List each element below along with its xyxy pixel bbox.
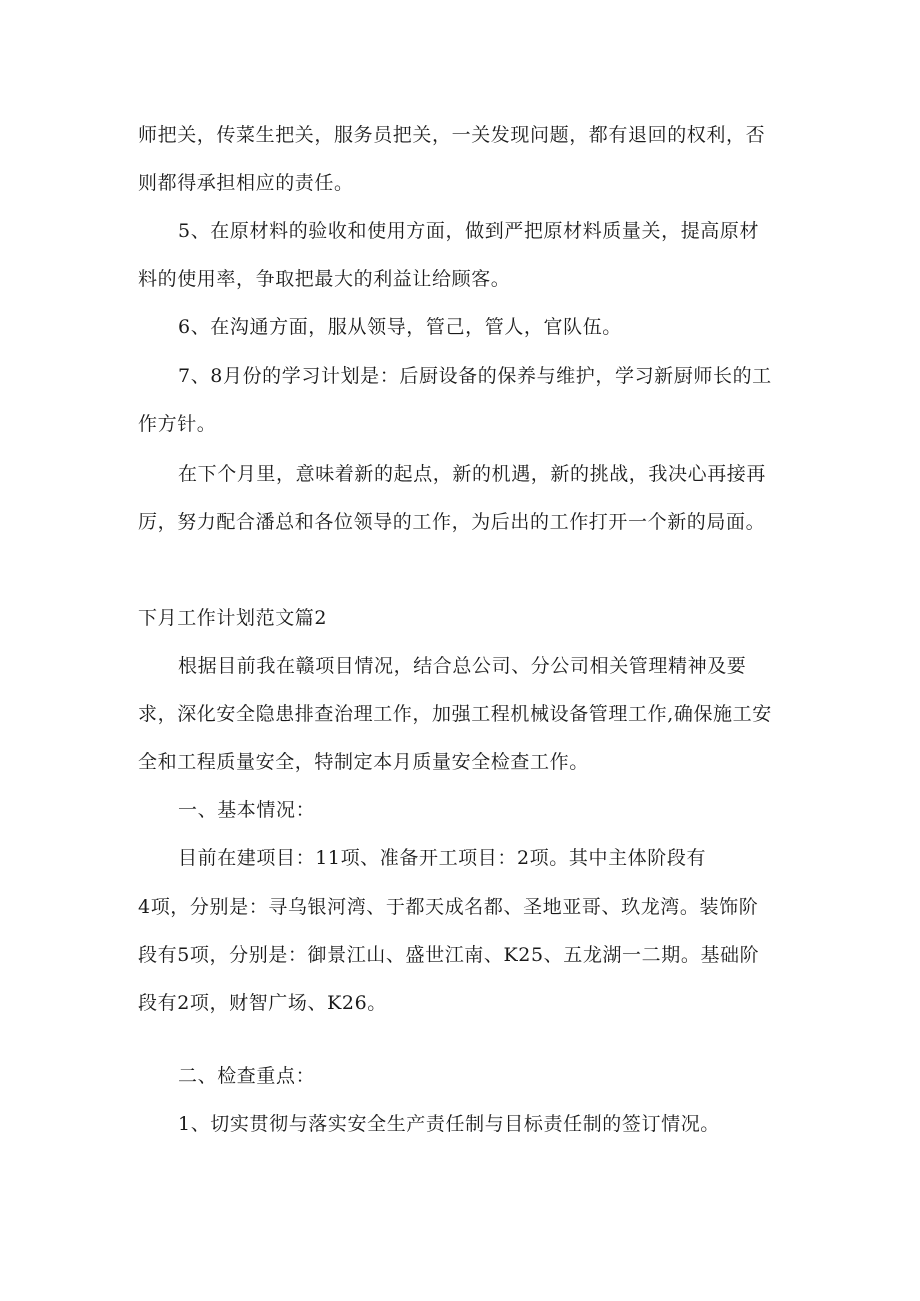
paragraph-line: 5、在原材料的验收和使用方面，做到严把原材料质量关，提高原材	[178, 220, 760, 242]
paragraph-line: 料的使用率，争取把最大的利益让给顾客。	[138, 268, 511, 290]
paragraph-line: 求，深化安全隐患排查治理工作，加强工程机械设备管理工作,确保施工安	[138, 703, 772, 725]
paragraph-line: 1、切实贯彻与落实安全生产责任制与目标责任制的签订情况。	[178, 1113, 720, 1135]
paragraph-line: 在下个月里，意味着新的起点，新的机遇，新的挑战，我决心再接再	[178, 463, 767, 485]
section-heading: 下月工作计划范文篇2	[138, 607, 328, 629]
paragraph-line: 根据目前我在赣项目情况，结合总公司、分公司相关管理精神及要	[178, 655, 747, 677]
paragraph-line: 作方针。	[138, 413, 217, 435]
paragraph-line: 段有2项，财智广场、K26。	[138, 992, 387, 1014]
subsection-heading: 一、基本情况：	[178, 799, 316, 821]
paragraph-line: 段有5项，分别是：御景江山、盛世江南、K25、五龙湖一二期。基础阶	[138, 944, 760, 966]
paragraph-line: 7、8月份的学习计划是：后厨设备的保养与维护，学习新厨师长的工	[178, 365, 772, 387]
paragraph-line: 厉，努力配合潘总和各位领导的工作，为后出的工作打开一个新的局面。	[138, 511, 766, 533]
paragraph-line: 4项，分别是：寻乌银河湾、于都天成名都、圣地亚哥、玖龙湾。装饰阶	[138, 896, 759, 918]
paragraph-line: 6、在沟通方面，服从领导，管己，管人，官队伍。	[178, 316, 622, 338]
subsection-heading: 二、检查重点：	[178, 1065, 316, 1087]
paragraph-line: 则都得承担相应的责任。	[138, 172, 354, 194]
paragraph-line: 目前在建项目：11项、准备开工项目：2项。其中主体阶段有	[178, 847, 707, 869]
paragraph-line: 师把关，传菜生把关，服务员把关，一关发现问题，都有退回的权利，否	[138, 124, 766, 146]
paragraph-line: 全和工程质量安全，特制定本月质量安全检查工作。	[138, 751, 589, 773]
